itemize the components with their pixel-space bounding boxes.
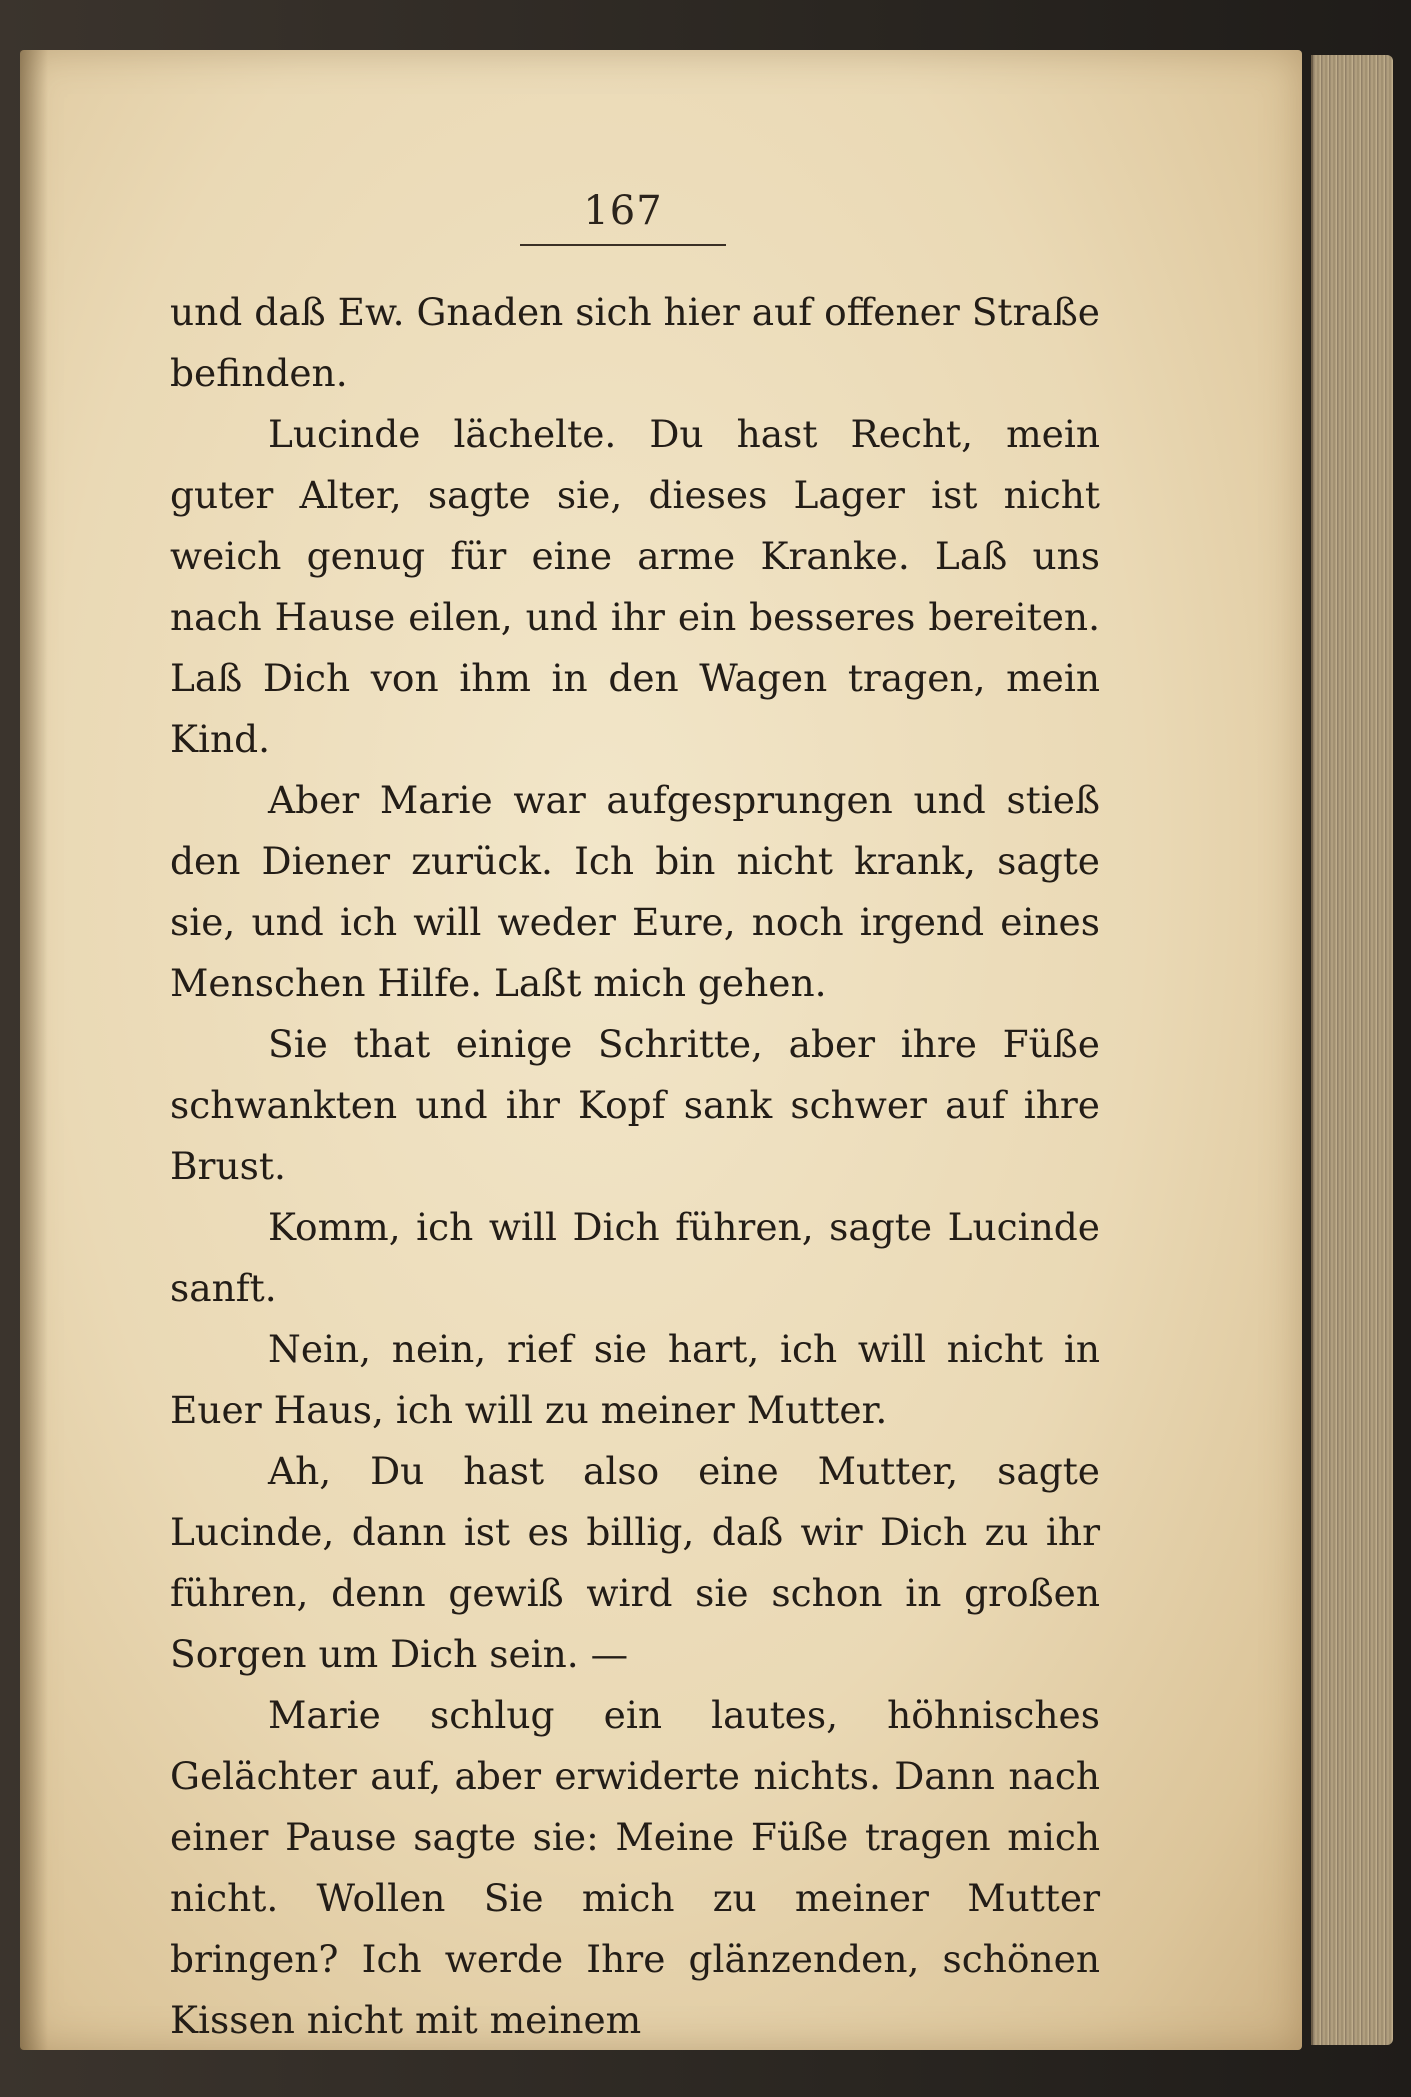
paragraph: Sie that einige Schritte, aber ihre Füße schwankten und ihr Kopf sank schwer auf ihre Brust. (170, 1022, 1100, 1188)
page-edges (1311, 55, 1393, 2045)
paragraph: Ah, Du hast also eine Mutter, sagte Lucinde, dann ist es billig, daß wir Dich zu ihr führen, denn gewiß wird sie schon in großen Sorgen um Dich sein. — (170, 1449, 1100, 1676)
page-header (520, 188, 726, 246)
body-text (170, 282, 1100, 2051)
paragraph: und daß Ew. Gnaden sich hier auf offener Straße befinden. (170, 290, 1100, 395)
page-number: 167 (583, 188, 663, 234)
spine-shadow (20, 50, 48, 2050)
paragraph: Lucinde lächelte. Du hast Recht, mein guter Alter, sagte sie, dieses Lager ist nicht weich genug für eine arme Kranke. Laß uns nach Hause eilen, und ihr ein besseres bereiten. Laß Dich von ihm in den Wagen tragen, mein Kind. (170, 412, 1100, 761)
paragraph: Nein, nein, rief sie hart, ich will nicht in Euer Haus, ich will zu meiner Mutter. (170, 1327, 1100, 1432)
paragraph: Komm, ich will Dich führen, sagte Lucinde sanft. (170, 1205, 1100, 1310)
header-rule (520, 244, 726, 246)
paragraph: Aber Marie war aufgesprungen und stieß den Diener zurück. Ich bin nicht krank, sagte sie, und ich will weder Eure, noch irgend eines Menschen Hilfe. Laßt mich gehen. (170, 778, 1100, 1005)
paragraph: Marie schlug ein lautes, höhnisches Gelächter auf, aber erwiderte nichts. Dann nach einer Pause sagte sie: Meine Füße tragen mich nicht. Wollen Sie mich zu meiner Mutter bringen? Ich werde Ihre glänzenden, schönen Kissen nicht mit meinem (170, 1693, 1100, 2042)
